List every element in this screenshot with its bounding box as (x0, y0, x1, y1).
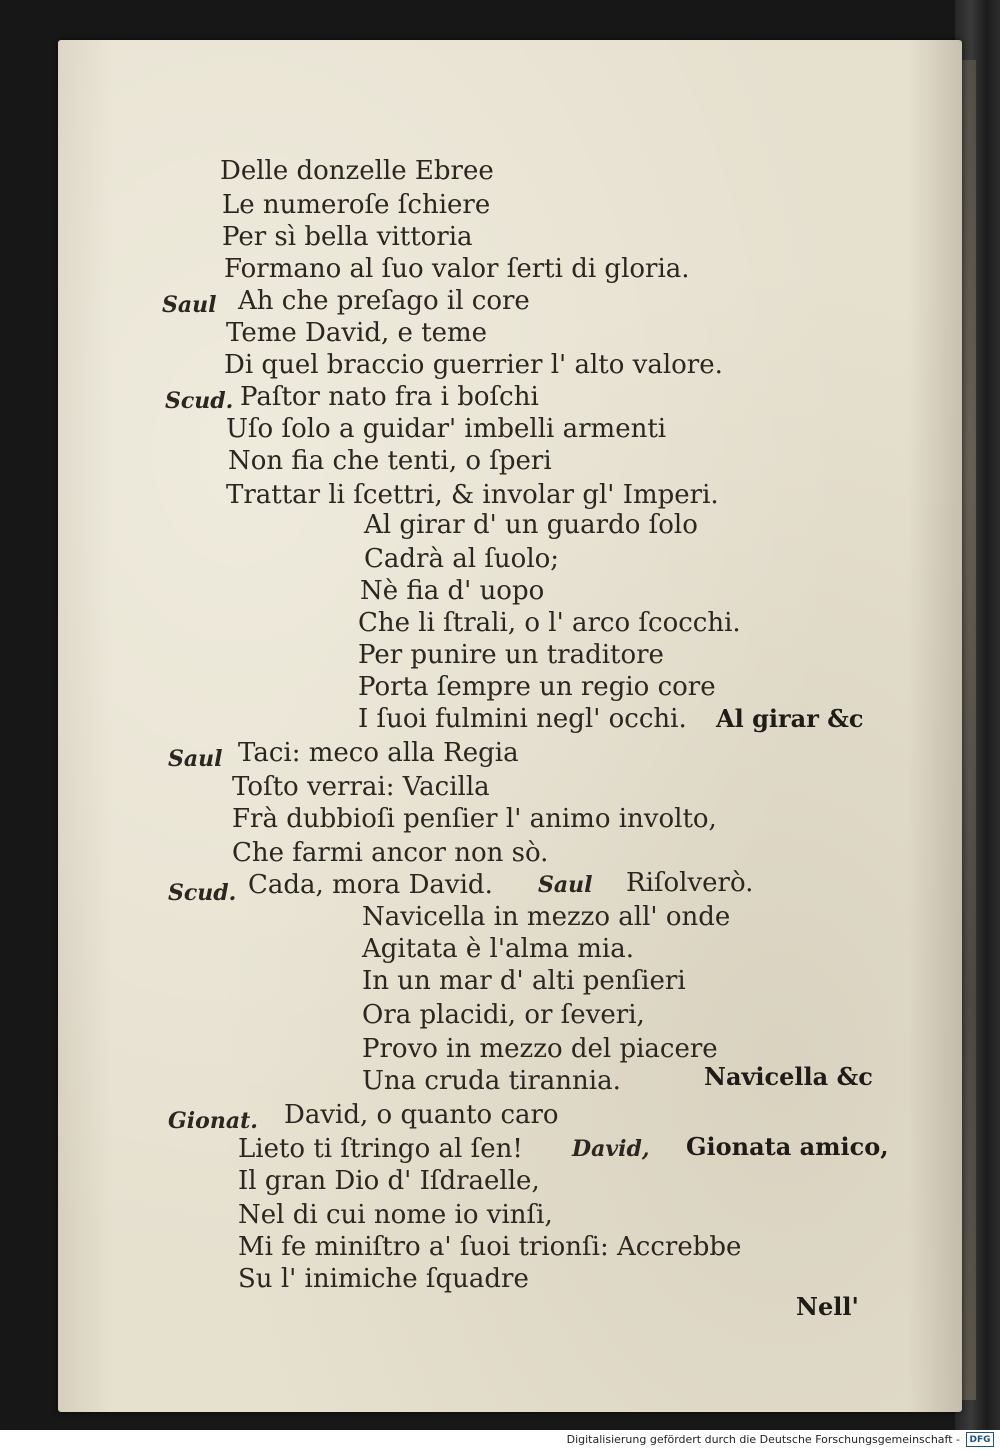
speaker-label: David, (572, 1136, 650, 1162)
verse-line: Una cruda tirannia. (362, 1066, 621, 1096)
verse-line: Taci: meco alla Regia (238, 738, 519, 768)
verse-line: Che farmi ancor non sò. (232, 838, 549, 868)
da-capo-cue: Navicella &c (704, 1062, 873, 1091)
verse-line: Porta ſempre un regio core (358, 672, 716, 702)
verse-line: Nè fia d' uopo (360, 576, 545, 606)
verse-line: Su l' inimiche ſquadre (238, 1264, 529, 1294)
dfg-logo[interactable]: DFG (966, 1432, 994, 1447)
verse-line: Lieto ti ſtringo al ſen! (238, 1134, 523, 1164)
speaker-label: Saul (538, 872, 593, 898)
verse-line: Toſto verrai: Vacilla (232, 772, 490, 802)
verse-line: Uſo ſolo a guidar' imbelli armenti (226, 414, 667, 444)
catchword: Nell' (796, 1292, 859, 1321)
verse-line: Per sì bella vittoria (222, 222, 473, 252)
verse-line: Agitata è l'alma mia. (362, 934, 634, 964)
verse-line: David, o quanto caro (284, 1100, 559, 1130)
verse-line: Cadrà al ſuolo; (364, 544, 560, 574)
verse-line: Ah che preſago il core (238, 286, 530, 316)
verse-line: I ſuoi fulmini negl' occhi. (358, 704, 687, 734)
verse-line: Cada, mora David. (248, 870, 493, 900)
verse-line: Non fia che tenti, o ſperi (228, 446, 552, 476)
speaker-label: Saul (168, 746, 223, 772)
speaker-label: Gionat. (168, 1108, 258, 1134)
verse-line: Teme David, e teme (226, 318, 488, 348)
da-capo-cue: Al girar &c (716, 704, 864, 733)
speaker-label: Scud. (168, 880, 237, 906)
footer-credit: Digitalisierung gefördert durch die Deutsche Forschungsgemeinschaft - (566, 1433, 960, 1446)
verse-line: Mi fe miniſtro a' ſuoi trionſi: Accrebbe (238, 1232, 742, 1262)
verse-line: Le numeroſe ſchiere (222, 190, 491, 220)
verse-line: Nel di cui nome io vinſi, (238, 1200, 553, 1230)
verse-line: Frà dubbioſi penſier l' animo involto, (232, 804, 717, 834)
verse-line: Delle donzelle Ebree (220, 156, 494, 186)
verse-line: Navicella in mezzo all' onde (362, 902, 731, 932)
verse-line: In un mar d' alti penſieri (362, 966, 686, 996)
speaker-label: Scud. (165, 388, 234, 414)
verse-line: Di quel braccio guerrier l' alto valore. (224, 350, 723, 380)
verse-line: Formano al ſuo valor ſerti di gloria. (224, 254, 690, 284)
verse-line: Provo in mezzo del piacere (362, 1034, 718, 1064)
verse-line: Il gran Dio d' Iſdraelle, (238, 1166, 540, 1196)
verse-line: Riſolverò. (626, 868, 754, 898)
book-edge-strip (962, 60, 976, 1400)
verse-line: Ora placidi, or ſeveri, (362, 1000, 645, 1030)
verse-line: Al girar d' un guardo ſolo (364, 510, 698, 540)
speaker-label: Saul (162, 292, 217, 318)
verse-line: Che li ſtrali, o l' arco ſcocchi. (358, 608, 741, 638)
verse-line: Per punire un traditore (358, 640, 664, 670)
verse-line: Gionata amico, (686, 1132, 889, 1161)
verse-line: Trattar li ſcettri, & involar gl' Imperi. (226, 480, 719, 510)
verse-line: Paſtor nato fra i boſchi (240, 382, 539, 412)
